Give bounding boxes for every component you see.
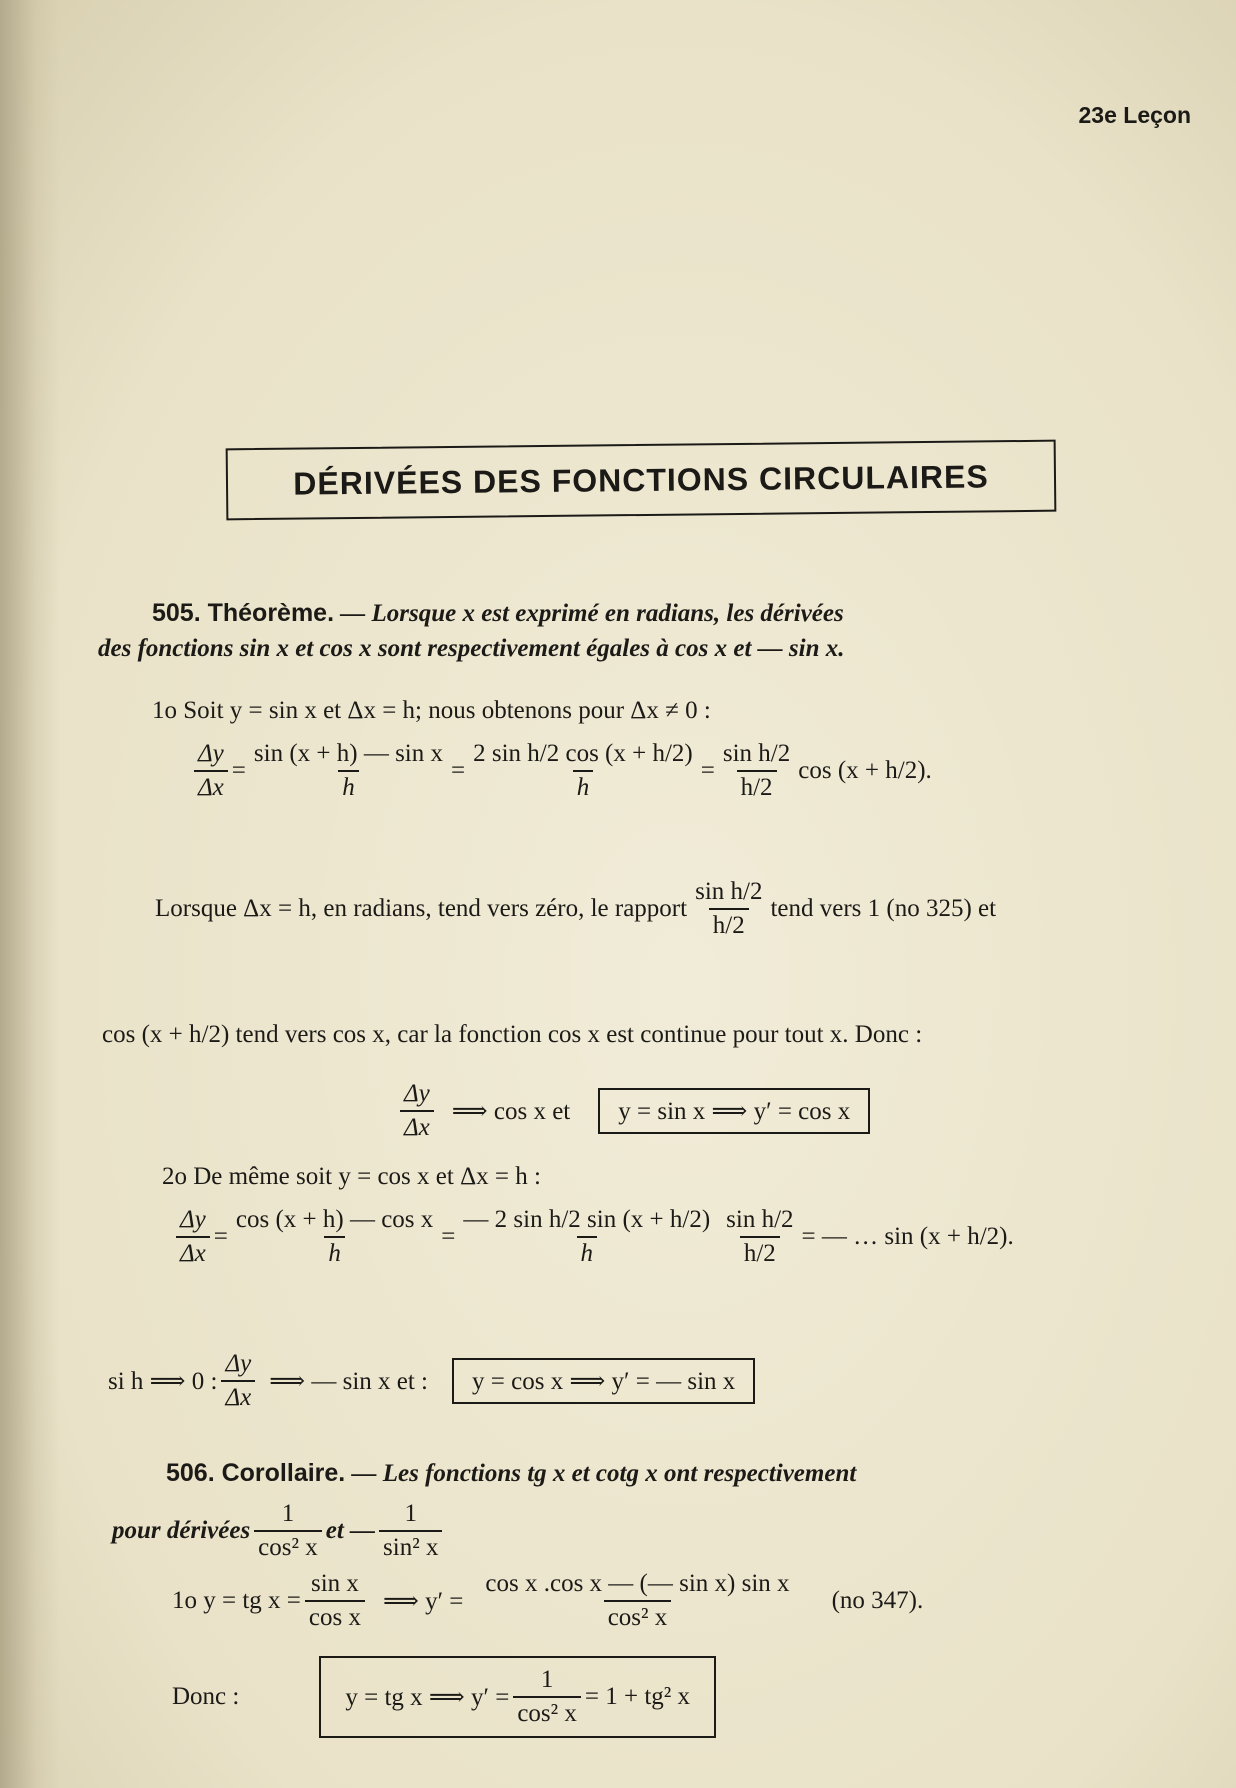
eq-mid: ⟹ y′ = <box>382 1588 464 1615</box>
part2-intro: 2o De même soit y = cos x et Δx = h : <box>162 1163 541 1190</box>
section-title-text: DÉRIVÉES DES FONCTIONS CIRCULAIRES <box>293 457 989 502</box>
part2-result <box>108 1350 755 1412</box>
theorem-line-1 <box>152 596 844 631</box>
part2-equation: $\frac{\Delta y}{\Delta x}$ = $\frac{\text{cos (x + h) — cos x}}{h}$ = $\frac{\text{— 2 sin h/2 sin (x + h/2)}}{h}$ $\frac{\text{sin h/2}}{h/2}$ = — … sin (x + h/2). <box>172 1206 1014 1268</box>
result-box-sin: y = sin x ⟹ y′ = cos x <box>598 1088 870 1134</box>
eq-fraction: $\frac{\text{sin h/2}}{h/2}$ <box>695 878 763 939</box>
eq-tail: = — … sin (x + h/2). <box>801 1223 1014 1250</box>
page-edge-shadow <box>0 0 60 1788</box>
part1-limit-line <box>155 878 996 940</box>
limit-prefix: si h ⟹ 0 : <box>108 1368 218 1395</box>
eq-fraction: $\frac{\Delta y}{\Delta x}$ <box>221 1350 255 1412</box>
eq-fraction: $\frac{\Delta y}{\Delta x}$ <box>176 1206 210 1268</box>
section-title <box>226 440 1057 521</box>
result-box-tg <box>319 1656 716 1738</box>
donc-label: Donc : <box>172 1683 240 1710</box>
corollary-result <box>172 1656 716 1738</box>
part1-equation: $\frac{\Delta y}{\Delta x}$ = $\frac{\text{sin (x + h) — sin x}}{h}$ = $\frac{\text{2 sin h/2 cos (x + h/2)}}{h}$ = $\frac{\text{sin h/2}}{h/2}$ cos (x + h/2). <box>190 740 932 802</box>
part1-intro: 1o Soit y = sin x et Δx = h; nous obtenons pour Δx ≠ 0 : <box>152 697 711 724</box>
part1-result <box>396 1080 870 1142</box>
box-text-a: y = tg x ⟹ y′ = <box>345 1684 510 1711</box>
eq-reference: (no 347). <box>831 1587 924 1614</box>
eq-fraction: $\frac{\text{sin h/2}}{h/2}$ <box>726 1206 794 1267</box>
theorem-number: 505. Théorème. <box>152 599 335 627</box>
eq-fraction: $\frac{\Delta y}{\Delta x}$ <box>194 740 228 802</box>
part1-cos-line: cos (x + h/2) tend vers cos x, car la fonction cos x est continue pour tout x. Donc : <box>102 1021 923 1048</box>
corollary-mid: et — <box>325 1517 376 1544</box>
eq-fraction: $\frac{\text{cos (x + h) — cos x}}{h}$ <box>235 1206 434 1267</box>
limit-text: Lorsque Δx = h, en radians, tend vers zéro, le rapport <box>155 895 688 922</box>
theorem-line-2: des fonctions sin x et cos x sont respectivement égales à cos x et — sin x. <box>98 635 845 662</box>
result-mid: ⟹ cos x et <box>451 1098 571 1125</box>
limit-text-b: tend vers 1 (no 325) et <box>770 895 997 922</box>
limit-mid: ⟹ — sin x et : <box>269 1368 429 1395</box>
eq-fraction: $\frac{1}{\text{cos² x}}$ <box>254 1500 322 1562</box>
corollary-text-2: pour dérivées <box>112 1517 251 1544</box>
eq-fraction: $\frac{\text{cos x .cos x — (— sin x) sin x}}{\text{cos² x}}$ <box>485 1570 790 1631</box>
corollary-line-2 <box>112 1500 446 1562</box>
eq-fraction: $\frac{1}{\text{sin² x}}$ <box>379 1500 442 1562</box>
corollary-equation <box>172 1570 923 1632</box>
eq-fraction: $\frac{\text{sin (x + h) — sin x}}{h}$ <box>253 740 443 801</box>
result-box-cos: y = cos x ⟹ y′ = — sin x <box>452 1358 755 1404</box>
eq-tail: cos (x + h/2). <box>798 757 932 784</box>
eq-fraction: $\frac{\text{— 2 sin h/2 sin (x + h/2)}}{h}$ <box>463 1206 711 1267</box>
eq-prefix: 1o y = tg x = <box>172 1587 301 1614</box>
eq-fraction: $\frac{\text{2 sin h/2 cos (x + h/2)}}{h}$ <box>473 740 693 801</box>
corollary-number: 506. Corollaire. <box>166 1459 346 1487</box>
corollary-text-1: — Les fonctions tg x et cotg x ont respectivement <box>351 1460 857 1487</box>
lesson-header: 23e Leçon <box>1078 102 1191 128</box>
eq-fraction: $\frac{\text{sin h/2}}{h/2}$ <box>722 740 791 801</box>
corollary-line-1 <box>166 1456 856 1491</box>
eq-fraction: $\frac{\text{sin x}}{\text{cos x}}$ <box>305 1570 365 1632</box>
theorem-text-1: — Lorsque x est exprimé en radians, les dérivées <box>340 600 844 627</box>
eq-fraction: $\frac{1}{\text{cos² x}}$ <box>513 1666 581 1728</box>
box-text-b: = 1 + tg² x <box>584 1683 691 1710</box>
eq-fraction: $\frac{\Delta y}{\Delta x}$ <box>400 1080 434 1142</box>
